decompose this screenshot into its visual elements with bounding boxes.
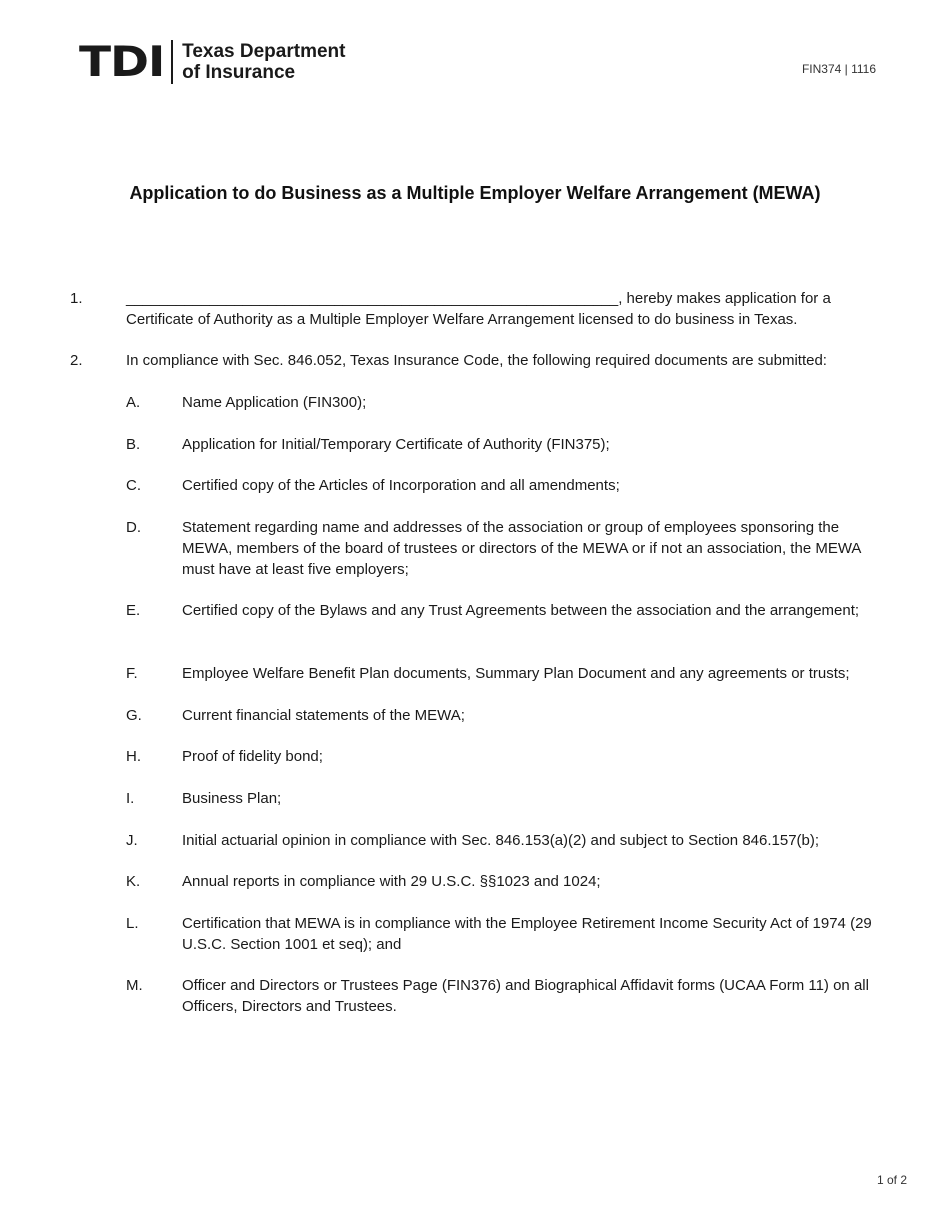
logo-mark: TDI <box>79 37 165 86</box>
form-code: FIN374 | 1116 <box>801 62 876 76</box>
list-item-letter: C. <box>126 477 141 494</box>
tdi-logo <box>79 38 345 86</box>
logo-line-2: of Insurance <box>182 62 296 83</box>
list-item-text: Officer and Directors or Trustees Page (FIN376) and Biographical Affidavit forms (UCAA Form 11) on all Officers, Directors and Trustees. <box>182 977 869 1015</box>
list-item-letter: M. <box>126 977 143 994</box>
list-item-text: Certified copy of the Bylaws and any Trust Agreements between the association and the arrangement; <box>182 602 860 619</box>
list-item-letter: D. <box>126 519 141 536</box>
logo-text <box>182 41 345 83</box>
list-item-letter: J. <box>126 832 138 849</box>
list-item-text: Certification that MEWA is in compliance with the Employee Retirement Income Security Act of 1974 (29 U.S.C. Section 1001 et seq); and <box>182 915 872 953</box>
item-text-line-1: ___________________________________________________________, hereby makes application for a <box>126 290 831 307</box>
list-item-text: Proof of fidelity bond; <box>182 748 323 765</box>
item-text-line-2: Certificate of Authority as a Multiple Employer Welfare Arrangement licensed to do business in Texas. <box>126 311 798 328</box>
list-item-letter: B. <box>126 436 141 453</box>
list-item-text: Current financial statements of the MEWA; <box>182 707 465 724</box>
list-item-text: Statement regarding name and addresses of the association or group of employees sponsoring the MEWA, members of the board of trustees or directors of the MEWA or if not an association, the MEWA must have at least five employers; <box>182 519 861 578</box>
list-item-letter: F. <box>126 665 138 682</box>
list-item-text: Employee Welfare Benefit Plan documents, Summary Plan Document and any agreements or trusts; <box>182 665 850 682</box>
list-item-text: Name Application (FIN300); <box>182 394 367 411</box>
list-item-letter: I. <box>126 790 135 807</box>
document-title: Application to do Business as a Multiple Employer Welfare Arrangement (MEWA) <box>129 183 821 203</box>
list-item-text: Annual reports in compliance with 29 U.S.C. §§1023 and 1024; <box>182 873 601 890</box>
list-item-letter: K. <box>126 873 141 890</box>
item-number: 1. <box>70 290 83 307</box>
list-item-text: Application for Initial/Temporary Certificate of Authority (FIN375); <box>182 436 610 453</box>
list-item-text: Initial actuarial opinion in compliance with Sec. 846.153(a)(2) and subject to Section 846.157(b); <box>182 832 820 849</box>
item-number: 2. <box>70 352 83 369</box>
list-item-text: Business Plan; <box>182 790 282 807</box>
logo-line-1: Texas Department <box>182 41 346 62</box>
logo-divider <box>171 40 173 84</box>
list-item-letter: L. <box>126 915 139 932</box>
list-item-letter: H. <box>126 748 141 765</box>
list-item-letter: A. <box>126 394 141 411</box>
list-item-text: Certified copy of the Articles of Incorporation and all amendments; <box>182 477 620 494</box>
page-number: 1 of 2 <box>876 1173 907 1187</box>
list-item-letter: G. <box>126 707 142 724</box>
list-item-letter: E. <box>126 602 141 619</box>
item-text: In compliance with Sec. 846.052, Texas Insurance Code, the following required documents are submitted: <box>126 352 827 369</box>
